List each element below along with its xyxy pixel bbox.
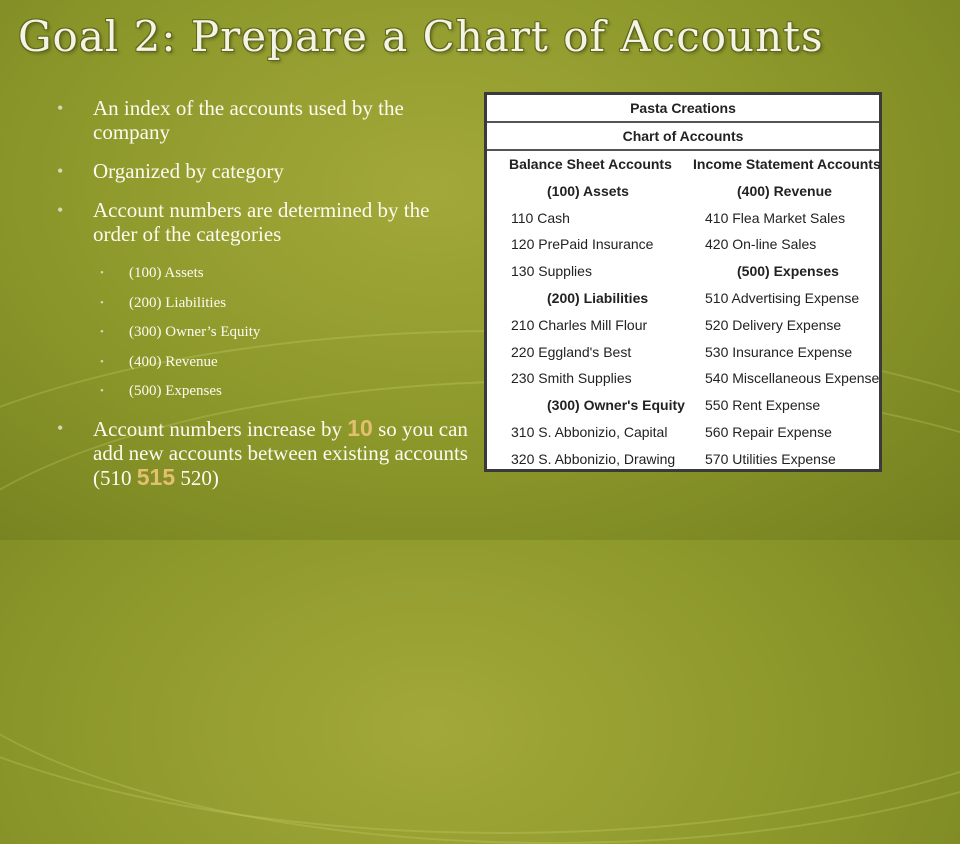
account-row: 570 Utilities Expense [705, 450, 836, 467]
column-header-balance-sheet: Balance Sheet Accounts [509, 156, 672, 172]
bullet-icon: • [57, 98, 64, 118]
sub-bullet-item [55, 294, 475, 312]
bullet-icon: • [100, 355, 104, 368]
category-heading: (300) Owner's Equity [547, 397, 685, 414]
bullet-text: so you can add new accounts between existing accounts (510 [93, 417, 468, 490]
company-name: Pasta Creations [487, 95, 879, 123]
account-row: 230 Smith Supplies [511, 370, 632, 387]
highlight-number: 10 [347, 415, 373, 441]
account-row: 520 Delivery Expense [705, 316, 842, 333]
bullet-item [55, 96, 475, 144]
bullet-icon: • [57, 418, 64, 438]
bullet-icon: • [100, 326, 104, 338]
account-row: 420 On-line Sales [705, 236, 817, 253]
category-heading: (200) Liabilities [547, 290, 649, 306]
bullet-text: Account numbers are determined by the order of the categories [93, 198, 430, 246]
account-row: 210 Charles Mill Flour [511, 316, 648, 333]
sub-bullet-text: (200) Liabilities [129, 294, 227, 311]
account-row: 120 PrePaid Insurance [511, 236, 654, 253]
account-row: 310 S. Abbonizio, Capital [511, 424, 668, 440]
account-row: 560 Repair Expense [705, 424, 832, 440]
bullet-text: An index of the accounts used by the company [93, 96, 404, 144]
account-row: 540 Miscellaneous Expense [705, 370, 880, 387]
sub-bullet-text: (400) Revenue [129, 353, 218, 370]
category-heading: (100) Assets [547, 182, 629, 199]
bullet-item [55, 416, 475, 490]
sub-bullet-text: (500) Expenses [129, 383, 222, 399]
account-row: 220 Eggland's Best [511, 343, 632, 360]
sub-bullet-text: (100) Assets [129, 265, 204, 281]
slide-title: Goal 2: Prepare a Chart of Accounts [18, 12, 824, 61]
table-heading: Chart of Accounts [487, 123, 879, 151]
bullet-list [55, 96, 475, 505]
bullet-text: Account numbers increase by [93, 417, 348, 441]
account-row: 110 Cash [511, 209, 570, 226]
column-header-income-statement: Income Statement Accounts [693, 156, 881, 172]
highlight-number: 515 [136, 464, 176, 490]
sub-bullet-item [55, 264, 475, 282]
chart-of-accounts-table [484, 92, 882, 472]
bullet-icon: • [100, 385, 104, 397]
bullet-text: 520) [175, 466, 219, 490]
account-row: 510 Advertising Expense [705, 290, 860, 306]
account-row: 530 Insurance Expense [705, 343, 853, 360]
category-heading: (400) Revenue [737, 182, 832, 199]
account-row: 410 Flea Market Sales [705, 209, 846, 226]
sub-bullet-item [55, 323, 475, 341]
category-heading: (500) Expenses [737, 263, 839, 280]
bullet-text: Organized by category [93, 159, 284, 183]
account-row: 130 Supplies [511, 263, 592, 280]
sub-bullet-text: (300) Owner’s Equity [129, 324, 261, 340]
bullet-item [55, 159, 475, 183]
bullet-icon: • [57, 200, 64, 220]
bullet-icon: • [100, 296, 104, 309]
bullet-icon: • [57, 161, 64, 181]
sub-bullet-item [55, 382, 475, 400]
sub-bullet-item [55, 353, 475, 371]
account-row: 550 Rent Expense [705, 397, 821, 414]
bullet-item [55, 198, 475, 246]
bullet-icon: • [100, 267, 104, 279]
account-row: 320 S. Abbonizio, Drawing [511, 450, 676, 467]
